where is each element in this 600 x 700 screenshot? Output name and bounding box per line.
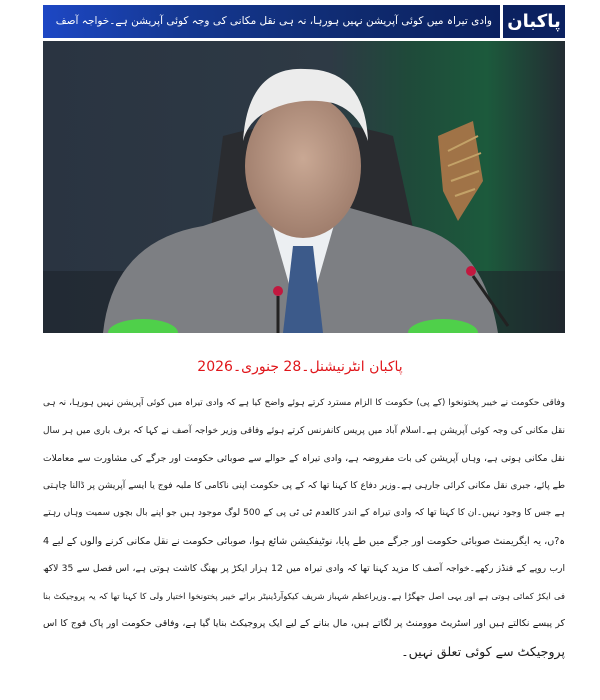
article-line: ہ?ں، یہ ایگریمنٹ صوبائی حکومت اور جرگے میں طے پایا، نوٹیفکیشن شائع ہوا، صوبائی حکومت نے نقل مکانی کرنے والوں کے لیے 4 xyxy=(43,535,565,547)
article-line: نقل مکانی کی وجہ کوئی آپریشن ہے۔اسلام آباد میں پریس کانفرنس کرتے ہوئے وفاقی وزیر خواجہ آصف نے کہا کہ برف باری میں ہر سال xyxy=(43,425,565,436)
article-body xyxy=(43,390,565,665)
article-line: نقل مکانی ہوتی ہے، وہاں آپریشن کی بات مفروضہ ہے، وادی تیراہ کے حوالے سے صوبائی حکومت اور جرگے کی مشاورت سے معاملات xyxy=(43,453,565,464)
article-line: ہے جس کا وجود نہیں۔ان کا کہنا تھا کہ وادی تیراہ کے اندر کالعدم ٹی ٹی پی کے 500 لوگ موجود ہیں جو اپنے بال بچوں سمیت وہاں رہتے xyxy=(43,508,565,518)
face xyxy=(245,94,361,238)
article-line: کر پیسے نکالتے ہیں اور اسٹریٹ موومنٹ پر لگاتے ہیں، مال بنانے کے لیے ایک پروجیکٹ بنایا گیا ہے، وفاقی حکومت اور پاک فوج کا اس xyxy=(43,618,565,629)
site-logo[interactable]: پاکبان xyxy=(503,5,565,38)
press-conference-photo xyxy=(43,41,565,333)
photo-illustration xyxy=(43,41,565,333)
article-line: فی ایکڑ کمائی ہوتی ہے اور یہی اصل جھگڑا ہے۔وزیراعظم شہباز شریف کیکوآرڈینیٹر برائے خیبر پختونخوا اختیار ولی کا کہنا تھا کہ یہ پروجیکٹ بنا xyxy=(43,590,565,601)
news-header xyxy=(43,5,565,38)
dateline: پاکبان انٹرنیشنل۔28 جنوری۔2026 xyxy=(197,359,403,375)
article-line: طے پائے، جبری نقل مکانی کرائی جارہی ہے۔وزیر دفاع کا کہنا تھا کہ کے پی حکومت اپنی ناکامی کا ملبہ فوج یا ایسے آپریشن پر ڈالنا چاہتی xyxy=(43,480,565,491)
headline: وادی تیراہ میں کوئی آپریشن نہیں ہورہا، نہ ہی نقل مکانی کی وجہ کوئی آپریشن ہے۔خواجہ آصف xyxy=(43,5,500,38)
article-line: پروجیکٹ سے کوئی تعلق نہیں۔ xyxy=(401,643,565,659)
article-line: ارب روپے کے فنڈز رکھے۔خواجہ آصف کا مزید کہنا تھا کہ وادی تیراہ میں 12 ہزار ایکڑ پر بھنگ کاشت ہوتی ہے، اس فصل سے 35 لاکھ xyxy=(43,563,565,574)
article-line: وفاقی حکومت نے خیبر پختونخوا (کے پی) حکومت کا الزام مسترد کرتے ہوئے واضح کیا ہے کہ وادی تیراہ میں کوئی آپریشن نہیں ہورہا، نہ ہی xyxy=(43,398,565,408)
